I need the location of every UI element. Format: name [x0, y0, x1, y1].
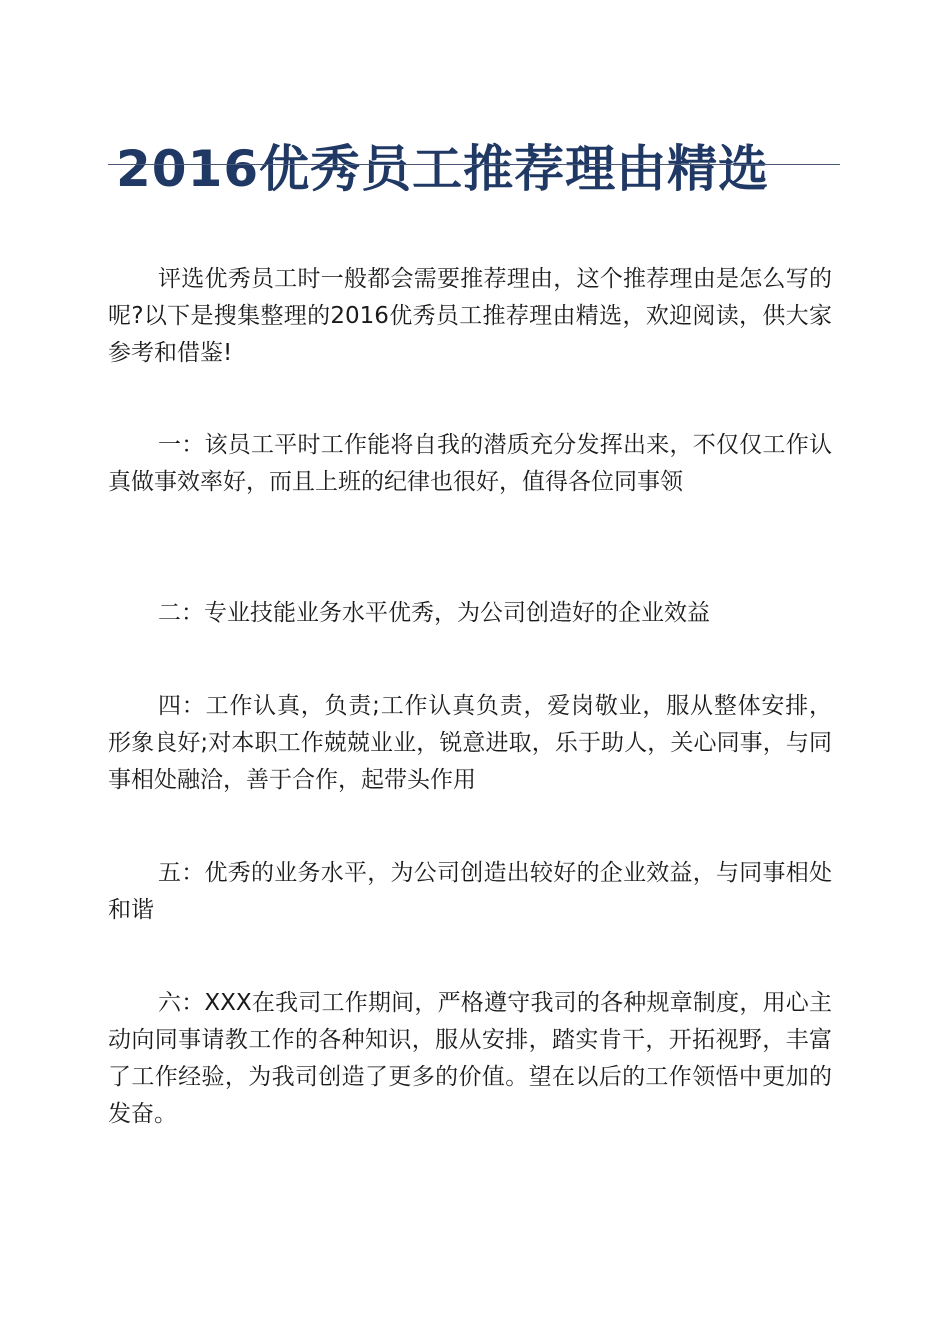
reason-paragraph-2: 二：专业技能业务水平优秀，为公司创造好的企业效益 — [158, 600, 710, 626]
title-underline — [108, 164, 840, 165]
reason-paragraph-1: 一：该员工平时工作能将自我的潜质充分发挥出来，不仅仅工作认真做事效率好，而且上班的纪律也很好，值得各位同事领 — [108, 432, 832, 495]
reason-paragraph-6: 六：XXX在我司工作期间，严格遵守我司的各种规章制度，用心主动向同事请教工作的各种知识，服从安排，踏实肯干，开拓视野，丰富了工作经验，为我司创造了更多的价值。望在以后的工作领悟中更加的发奋。 — [108, 990, 832, 1127]
intro-paragraph: 评选优秀员工时一般都会需要推荐理由，这个推荐理由是怎么写的呢?以下是搜集整理的2016优秀员工推荐理由精选，欢迎阅读，供大家参考和借鉴! — [108, 266, 832, 366]
reason-paragraph-4: 四：工作认真，负责;工作认真负责，爱岗敬业，服从整体安排，形象良好;对本职工作兢兢业业，锐意进取，乐于助人，关心同事，与同事相处融洽，善于合作，起带头作用 — [108, 693, 832, 793]
reason-paragraph-5: 五：优秀的业务水平，为公司创造出较好的企业效益，与同事相处和谐 — [108, 860, 832, 923]
document-title: 2016优秀员工推荐理由精选 — [116, 139, 770, 198]
